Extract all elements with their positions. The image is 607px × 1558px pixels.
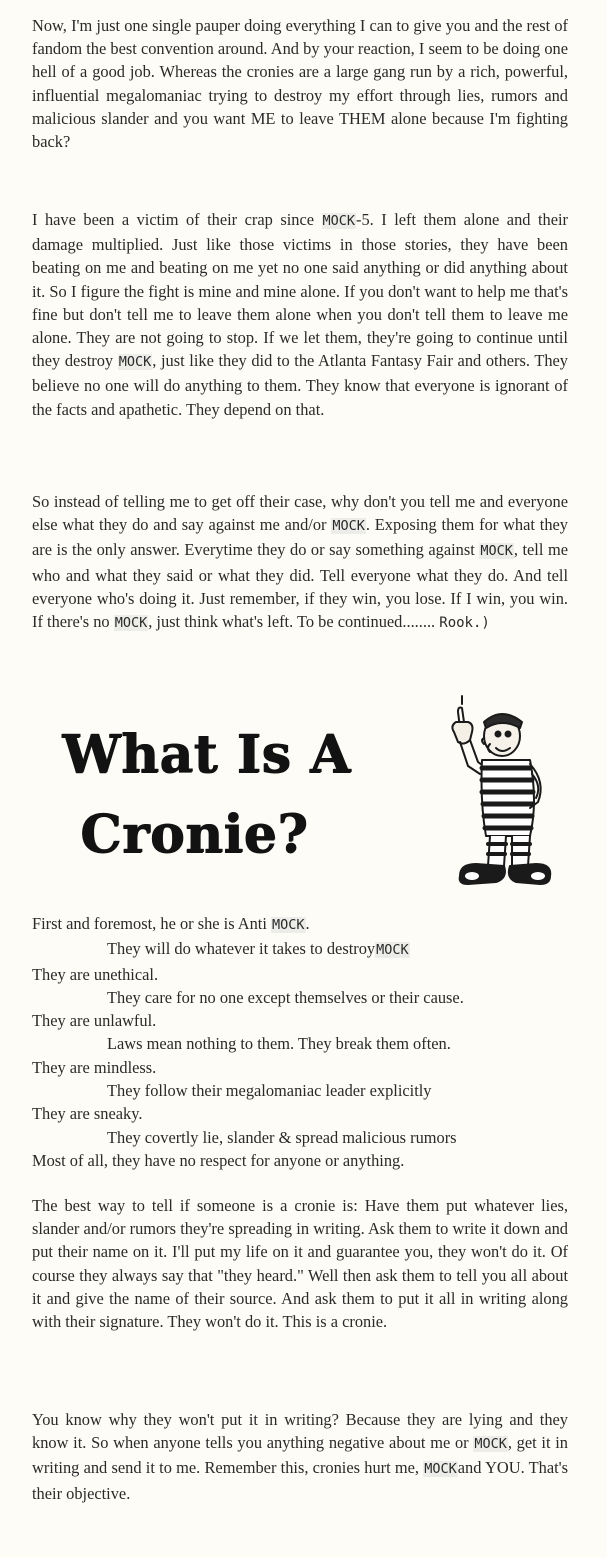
paragraph-intro-text: Now, I'm just one single pauper doing everything I can to give you and the rest of fandom the best convention around. And by your reaction, I seem to be doing one hell of a good job. Whereas the cronies are a large gang run by a rich, powerful, influential megalomaniac trying to destroy my effort through lies, rumors and malicious slander and you want ME to leave THEM alone because I'm fighting back? <box>32 16 568 152</box>
mock-label: MOCK <box>322 213 356 229</box>
mock-label: MOCK <box>114 615 148 632</box>
text: They will do whatever it takes to destroy <box>107 939 376 959</box>
text: . Exposing them for what they are is the only answer. Everytime they do or say something against <box>32 515 568 560</box>
list-item: They are unethical. <box>32 964 159 984</box>
mock-label: MOCK <box>332 518 365 535</box>
list-item: They are mindless. <box>32 1057 157 1077</box>
text: , just think what's left. To be continued........ <box>148 612 440 632</box>
paragraph-intro <box>32 14 568 153</box>
list-item <box>32 912 592 937</box>
list-item: Laws mean nothing to them. They break them often. <box>107 1034 451 1054</box>
mock-label: MOCK <box>376 942 409 959</box>
text: , just like they did to the Atlanta Fantasy Fair and others. They believe no one will do anything to them. They know that everyone is ignorant of the facts and apathetic. They depend on that. <box>32 351 568 419</box>
text: I have been a victim of their crap since <box>32 210 322 229</box>
list-item: They care for no one except themselves or their cause. <box>107 987 464 1007</box>
text: , get it in writing and send it to me. Remember this, cronies hurt me, <box>32 1433 568 1478</box>
convict-cartoon-icon <box>446 692 556 900</box>
paragraph-exposing <box>32 490 568 635</box>
text: , tell me who and what they said or what they did. Tell everyone what they do. And tell everyone who's doing it. Just remember, if they win, you lose. If I win, you win. If there's no <box>32 540 568 632</box>
list-item: They are sneaky. <box>32 1104 143 1124</box>
paragraph-how-to-tell <box>32 1194 568 1333</box>
list-item: They are unlawful. <box>32 1011 157 1031</box>
list-item: They follow their megalomaniac leader explicitly <box>107 1081 432 1101</box>
paragraph-why <box>32 1408 568 1505</box>
list-item: Most of all, they have no respect for anyone or anything. <box>32 1150 405 1170</box>
heading-line-2: Cronie? <box>80 804 309 865</box>
text: So instead of telling me to get off their case, why don't you tell me and everyone else what they do and say against me and/or <box>32 492 568 535</box>
signature-rook: Rook.) <box>439 615 490 632</box>
text: The best way to tell if someone is a cronie is: Have them put whatever lies, slander and/or rumors they're spreading in writing. Ask them to write it down and put their name on it. I'll put my life on it and guarantee you, they won't do it. Of course they always say that "they heard." Well then ask them to tell you all about it and give the name of their source. And ask them to put it all in writing along with their signature. They won't do it. This is a cronie. <box>32 1196 568 1332</box>
list-item <box>32 937 592 962</box>
text: -5. I left them alone and their damage multiplied. Just like those victims in those stories, they have been beating on me and beating on me yet no one said anything or did anything about it. So I figure the fight is mine and mine alone. If you don't want to help me that's fine but don't tell me to leave them alone when you don't tell them to leave me alone. They are not going to stop. If we let them, they're going to continue until they destroy <box>32 210 568 371</box>
mock-label: MOCK <box>474 1436 507 1453</box>
mock-label: MOCK <box>480 543 513 560</box>
text: and YOU. That's their objective. <box>32 1458 569 1503</box>
cronie-traits-list <box>32 912 592 1172</box>
mock-label: MOCK <box>118 354 152 371</box>
mock-label: MOCK <box>272 917 305 933</box>
mock-label: MOCK <box>424 1461 457 1478</box>
heading-line-1: What Is A <box>62 724 351 785</box>
list-item: They covertly lie, slander & spread malicious rumors <box>107 1127 457 1147</box>
paragraph-victim <box>32 208 568 421</box>
text: You know why they won't put it in writing? Because they are lying and they know it. So when anyone tells you anything negative about me or <box>32 1410 568 1453</box>
text: First and foremost, he or she is Anti <box>32 914 272 933</box>
text: . <box>305 914 310 933</box>
